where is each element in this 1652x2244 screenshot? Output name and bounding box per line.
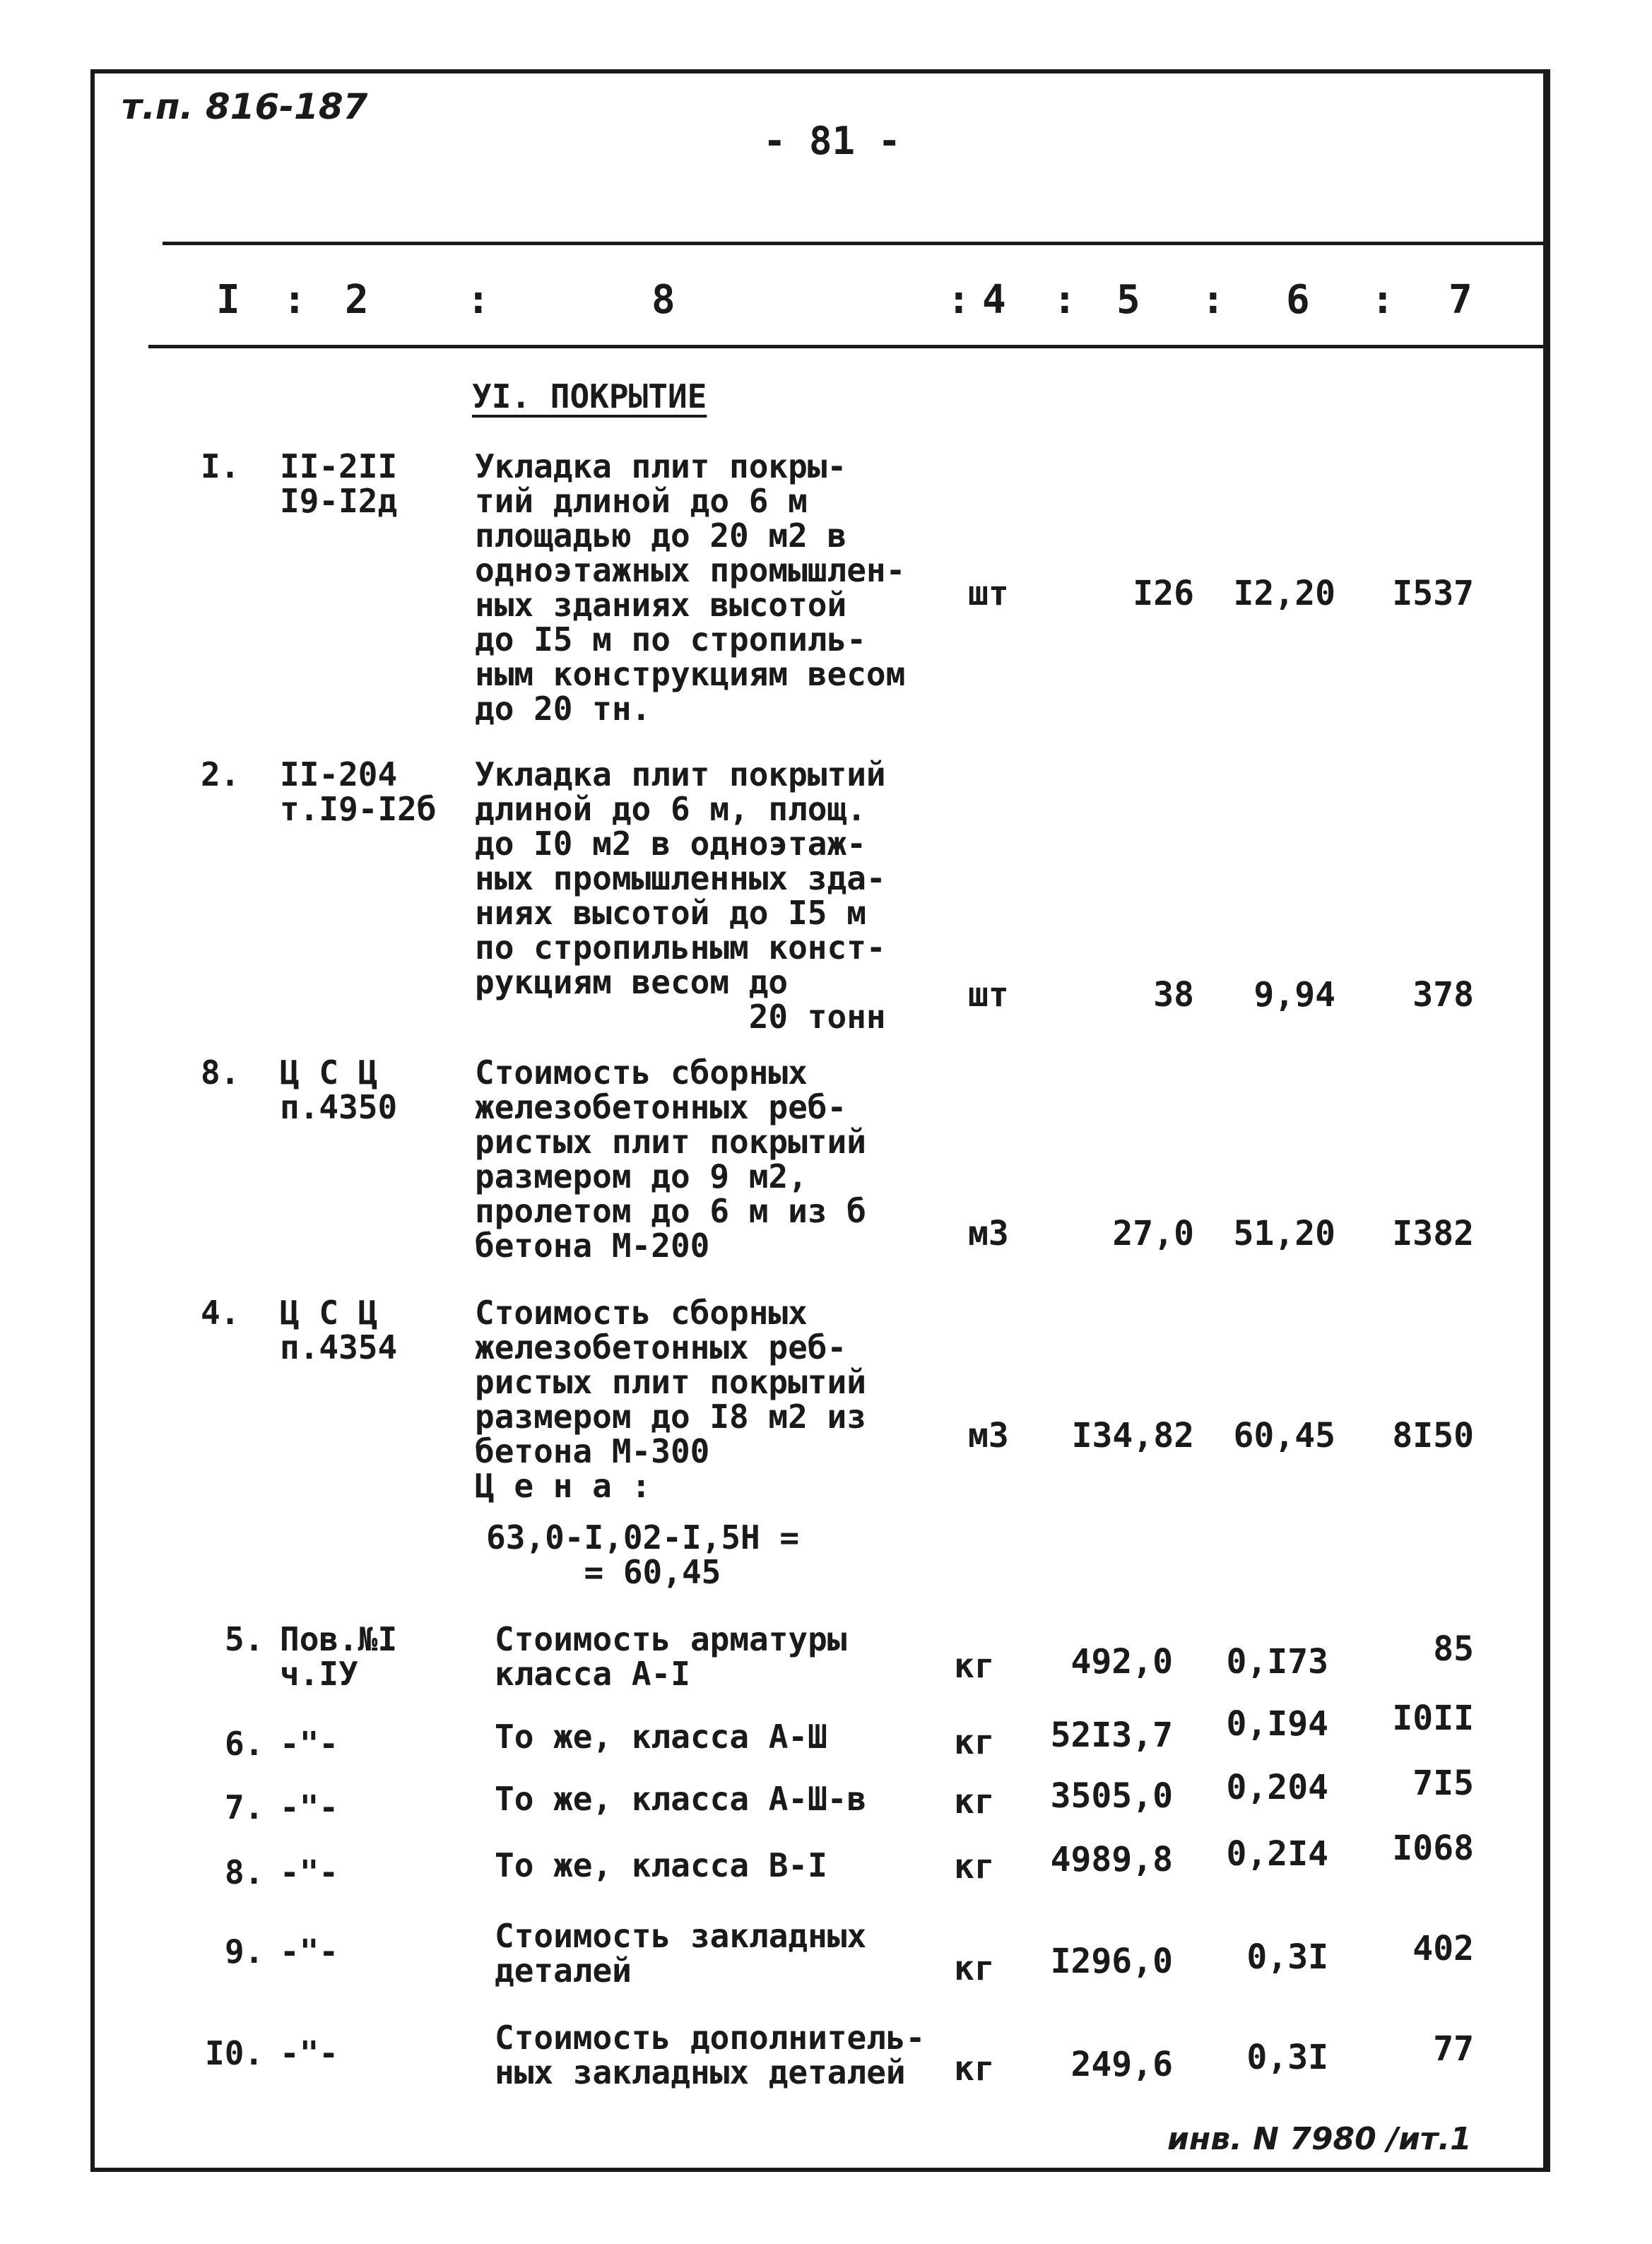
row-description: То же, класса В-I	[495, 1846, 827, 1884]
row-code: II-204 т.I9-I2б	[280, 755, 437, 828]
row-description: Укладка плит покрытий длиной до 6 м, площ. до I0 м2 в одноэтаж- ных промышленных зда- ниях высотой до I5 м по стропильным конст- рукциям весом до 20 тонн	[475, 755, 886, 1036]
document-ref: т.п. 816-187	[122, 86, 368, 127]
row-total: 7I5	[1412, 1764, 1474, 1803]
row-quantity: 249,6	[1070, 2045, 1173, 2084]
col-sep: :	[1201, 277, 1225, 323]
col-header-1: I	[216, 277, 240, 323]
row-description: Стоимость дополнитель- ных закладных деталей	[495, 2019, 926, 2091]
row-description: Стоимость сборных железобетонных реб- ристых плит покрытий размером до I8 м2 из бетона М-300 Ц е н а :	[475, 1294, 866, 1505]
row-unit-price: 0,3I	[1246, 1937, 1328, 1977]
row-total: 85	[1433, 1629, 1474, 1669]
row-quantity: 492,0	[1070, 1642, 1173, 1682]
row-unit-price: 9,94	[1253, 975, 1335, 1015]
row-total: 402	[1412, 1929, 1474, 1968]
row-code: -"-	[280, 1853, 339, 1891]
row-number: 6.	[225, 1725, 264, 1763]
col-header-4: 4	[982, 277, 1006, 323]
row-total: I0II	[1392, 1699, 1474, 1738]
row-number: 5.	[225, 1620, 264, 1658]
row-quantity: 27,0	[1112, 1214, 1194, 1253]
row-description: То же, класса А-Ш-в	[495, 1780, 867, 1818]
row-description: Стоимость арматуры класса А-I	[495, 1620, 847, 1693]
row-unit-price: 51,20	[1233, 1214, 1335, 1253]
row-description: Стоимость закладных деталей	[495, 1917, 867, 1990]
row-unit-price: 60,45	[1233, 1416, 1335, 1455]
row-unit: шт	[968, 574, 1009, 613]
row-number: 2.	[201, 755, 240, 793]
row-total: I068	[1392, 1829, 1474, 1868]
row-quantity: 3505,0	[1050, 1776, 1173, 1816]
row-unit: м3	[968, 1416, 1009, 1455]
page-number: - 81 -	[763, 119, 902, 163]
col-header-3: 8	[651, 277, 675, 323]
col-sep: :	[1371, 277, 1395, 323]
row-unit: кг	[954, 1646, 995, 1686]
row-unit: кг	[954, 1949, 995, 1988]
row-quantity: I26	[1133, 574, 1194, 613]
row-number: I0.	[205, 2034, 264, 2072]
row-unit: кг	[954, 1723, 995, 1762]
row-quantity: 4989,8	[1050, 1840, 1173, 1879]
row-code: -"-	[280, 1788, 339, 1826]
header-top-rule	[163, 242, 1550, 245]
row-total: 77	[1433, 2029, 1474, 2069]
row-code: II-2II I9-I2д	[280, 447, 398, 520]
row-code: -"-	[280, 1932, 339, 1971]
row-quantity: I34,82	[1071, 1416, 1194, 1455]
row-total: 378	[1412, 975, 1474, 1015]
row-number: I.	[201, 447, 240, 485]
row-unit-price: 0,I73	[1226, 1642, 1328, 1682]
header-bottom-rule	[148, 345, 1550, 348]
row-unit: кг	[954, 1782, 995, 1821]
row-number: 4.	[201, 1294, 240, 1332]
col-sep: :	[1053, 277, 1077, 323]
col-sep: :	[283, 277, 307, 323]
row-number: 7.	[225, 1788, 264, 1826]
col-header-6: 6	[1286, 277, 1310, 323]
row-description: Укладка плит покры- тий длиной до 6 м площадью до 20 м2 в одноэтажных промышлен- ных зданиях высотой до I5 м по стропиль- ным конструкциям весом до 20 тн.	[475, 447, 906, 728]
row-quantity: I296,0	[1050, 1942, 1173, 1981]
row-unit-price: 0,2I4	[1226, 1834, 1328, 1874]
row-unit-price: 0,3I	[1246, 2038, 1328, 2077]
row-unit: шт	[968, 975, 1009, 1015]
row-number: 9.	[225, 1932, 264, 1971]
col-sep: :	[947, 277, 971, 323]
col-header-7: 7	[1449, 277, 1473, 323]
row-number: 8.	[201, 1053, 240, 1092]
row-unit: кг	[954, 2049, 995, 2089]
row-quantity: 38	[1153, 975, 1194, 1015]
row-unit-price: I2,20	[1233, 574, 1335, 613]
row-total: 8I50	[1392, 1416, 1474, 1455]
row-code: -"-	[280, 2034, 339, 2072]
col-header-5: 5	[1116, 277, 1140, 323]
row-unit: кг	[954, 1847, 995, 1886]
col-header-2: 2	[345, 277, 369, 323]
row-total: I537	[1392, 574, 1474, 613]
row-unit-price: 0,I94	[1226, 1704, 1328, 1744]
row-quantity: 52I3,7	[1050, 1716, 1173, 1755]
row-description: То же, класса А-Ш	[495, 1718, 827, 1756]
row-price-calculation: 63,0-I,02-I,5Н = = 60,45	[486, 1518, 800, 1591]
section-title: УI. ПОКРЫТИЕ	[472, 377, 707, 415]
row-number: 8.	[225, 1853, 264, 1891]
row-code: Ц С Ц п.4354	[280, 1294, 398, 1366]
row-unit-price: 0,204	[1226, 1768, 1328, 1807]
right-margin-rule	[1543, 69, 1547, 2172]
col-sep: :	[466, 277, 490, 323]
row-code: -"-	[280, 1725, 339, 1763]
inventory-number: инв. N 7980 /ит.1	[1167, 2121, 1472, 2157]
row-code: Ц С Ц п.4350	[280, 1053, 398, 1126]
row-unit: м3	[968, 1214, 1009, 1253]
row-description: Стоимость сборных железобетонных реб- ристых плит покрытий размером до 9 м2, пролетом до 6 м из б бетона М-200	[475, 1053, 866, 1265]
row-code: Пов.№I ч.IУ	[280, 1620, 398, 1693]
row-total: I382	[1392, 1214, 1474, 1253]
